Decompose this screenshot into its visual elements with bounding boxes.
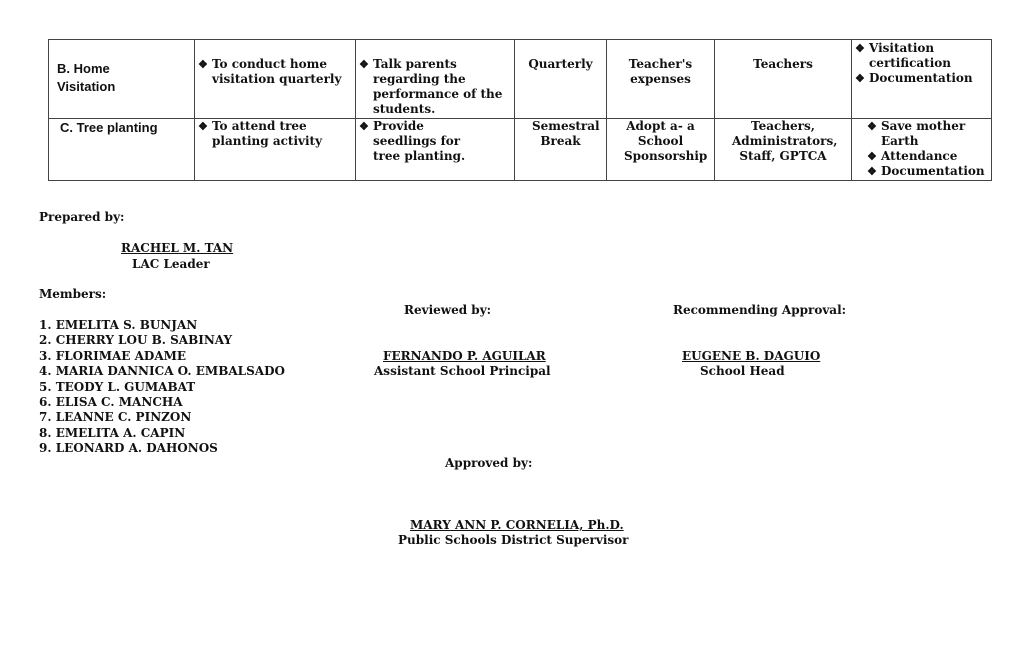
row-title-cell [49, 119, 195, 181]
list-item: ❖ Provide seedlings for tree planting. [359, 119, 491, 164]
persons-cell [715, 119, 852, 181]
table-row [49, 119, 992, 181]
row-title: B. Home Visitation [57, 61, 116, 94]
resources-cell [607, 119, 715, 181]
prepared-by-label: Prepared by: [39, 210, 125, 224]
recommending-approval-label: Recommending Approval: [673, 303, 847, 317]
outputs-cell [852, 40, 992, 119]
recommending-approval-role: School Head [700, 364, 785, 378]
row-title-cell [49, 40, 195, 119]
persons-involved: Teachers [753, 57, 813, 71]
list-item: ❖ Save mother Earth [867, 119, 980, 149]
table-row [49, 40, 992, 119]
activities-cell [356, 119, 515, 181]
reviewed-by-label: Reviewed by: [404, 303, 492, 317]
persons-cell [715, 40, 852, 119]
prepared-by-name: RACHEL M. TAN [121, 241, 234, 255]
time-frame-cell [515, 119, 607, 181]
outputs-cell [852, 119, 992, 181]
resources: Adopt a- a School Sponsorship [624, 119, 708, 163]
list-item: 3. FLORIMAE ADAME [39, 348, 187, 363]
objectives-cell [195, 119, 356, 181]
list-item: ❖ Attendance [867, 149, 980, 164]
list-item: ❖ Documentation [855, 71, 988, 86]
approved-by-name: MARY ANN P. CORNELIA, Ph.D. [410, 518, 624, 532]
list-item: 4. MARIA DANNICA O. EMBALSADO [39, 364, 285, 379]
activities-cell [356, 40, 515, 119]
objectives-cell [195, 40, 356, 119]
persons-involved: Teachers, Administrators, Staff, GPTCA [732, 119, 838, 163]
resources: Teacher's expenses [628, 57, 693, 86]
list-item: 7. LEANNE C. PINZON [39, 410, 192, 425]
list-item: ❖ Documentation [867, 164, 980, 179]
reviewed-by-role: Assistant School Principal [374, 364, 551, 378]
list-item: ❖ Talk parents regarding the performance of the students. [359, 57, 511, 117]
list-item: 6. ELISA C. MANCHA [39, 395, 183, 410]
resources-cell [607, 40, 715, 119]
list-item: 5. TEODY L. GUMABAT [39, 379, 196, 394]
list-item: 2. CHERRY LOU B. SABINAY [39, 333, 233, 348]
list-item: ❖ To conduct home visitation quarterly [198, 57, 352, 87]
list-item: 1. EMELITA S. BUNJAN [39, 318, 198, 332]
recommending-approval-name: EUGENE B. DAGUIO [682, 349, 821, 363]
list-item: 9. LEONARD A. DAHONOS [39, 441, 218, 456]
time-frame: Quarterly [528, 57, 593, 71]
time-frame-cell [515, 40, 607, 119]
row-title: C. Tree planting [60, 120, 158, 135]
list-item: ❖ Visitation certification [855, 41, 988, 71]
reviewed-by-name: FERNANDO P. AGUILAR [383, 349, 546, 363]
action-plan-table [48, 39, 992, 181]
members-list [39, 318, 285, 457]
list-item: ❖ To attend tree planting activity [198, 119, 352, 149]
list-item: 8. EMELITA A. CAPIN [39, 425, 186, 440]
approved-by-label: Approved by: [445, 456, 533, 470]
prepared-by-role: LAC Leader [132, 257, 210, 271]
members-label: Members: [39, 287, 107, 301]
time-frame: Semestral Break [532, 119, 600, 148]
approved-by-role: Public Schools District Supervisor [398, 533, 629, 547]
